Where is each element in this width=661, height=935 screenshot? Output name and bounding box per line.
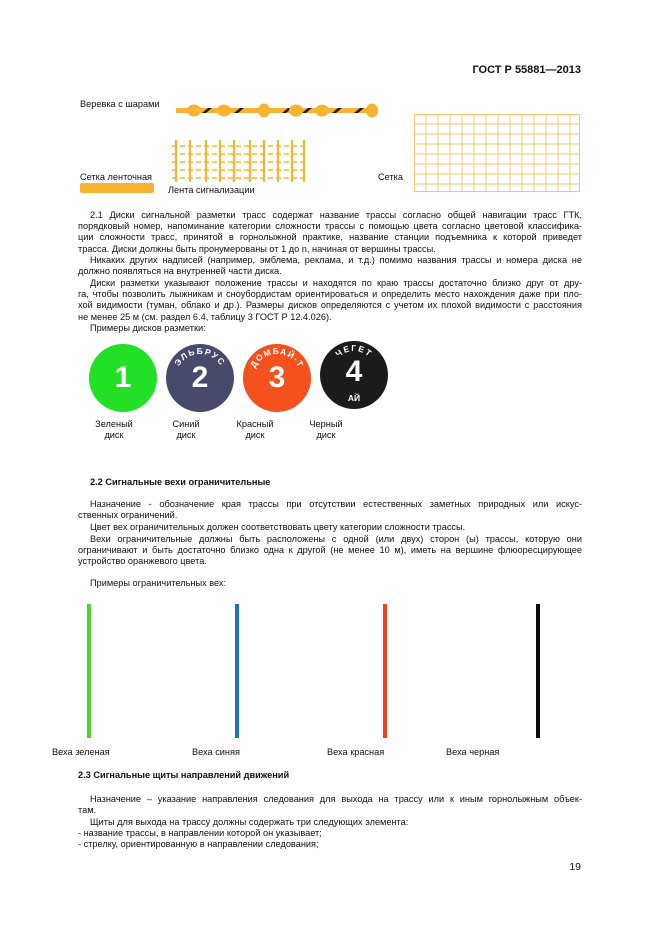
section-2-1-paragraph-3: Диски разметки указывают положение трассы и находятся по краю трассы достаточно близко друг от дру- га, чтобы позволить лыжникам и сноубордистам ориентироваться и определить место нахождения даже при пло- хой видимости (туман, облако и др.). Размеры дисков определяются с учетом их плохой видимости с расстояния не менее 25 м (см. раздел 6.4, таблицу 3 ГОСТ Р 12.4.026). <box>78 278 582 322</box>
net-image <box>414 114 580 192</box>
green-pole <box>87 604 91 738</box>
disc-number: 1 <box>114 361 132 394</box>
caption-line: Черный <box>309 419 343 429</box>
section-2-2-paragraph-2: Цвет вех ограничительных должен соответствовать цвету категории сложности трассы. <box>90 522 466 532</box>
section-2-3-paragraph-2: Щиты для выхода на трассу должны содержать три следующих элемента: - название трассы, в направлении которой он указывает; - стрелку, ориентированную в направлении следования; <box>78 817 409 850</box>
black-disc-caption <box>298 419 354 441</box>
disc-top-text-path: ЧЕГЕТ <box>333 342 375 359</box>
red-pole <box>383 604 387 738</box>
disc-top-text-path: ЭЛЬБРУС <box>172 345 228 368</box>
red-disc-caption <box>227 419 283 441</box>
section-2-1-paragraph-2: Никаких других надписей (например, эмблема, реклама, и т.д.) помимо названия трассы и номера диска не должно появляться на внутренней части диска. <box>78 255 582 277</box>
green-disc-caption <box>86 419 142 441</box>
black-pole <box>536 604 540 738</box>
caption-line: диск <box>316 430 336 440</box>
disc-top-text-path: ДОМБАЙ-Т <box>247 345 307 370</box>
tape-net-label: Сетка ленточная <box>80 172 153 182</box>
section-2-1-paragraph-1: 2.1 Диски сигнальной разметки трасс содержат название трассы согласно общей навигации трасс ГТК, порядковый номер, напоминание категории сложности трассы с помощью цвета согласно цветовой классифика- ции сложности трасс, принятой в горнолыжной практике, название станции подъемника к которой приведет трасса. Диски должны быть пронумерованы от 1 до n, начиная от вершины трассы. <box>78 210 582 254</box>
caption-line: диск <box>176 430 196 440</box>
caption-line: диск <box>104 430 124 440</box>
disc-bottom-text: АЙ <box>347 393 361 403</box>
rope-label: Веревка с шарами <box>80 99 160 109</box>
blue-pole-label: Веха синяя <box>192 747 240 757</box>
document-code: ГОСТ Р 55881—2013 <box>472 64 581 76</box>
green-pole-label: Веха зеленая <box>52 747 110 757</box>
net-label: Сетка <box>378 172 403 182</box>
caption-line: диск <box>245 430 265 440</box>
black-disc <box>320 341 388 409</box>
section-2-3-paragraph-1: Назначение – указание направления следования для выхода на трассу или к иным горнолыжным объек- там. <box>78 794 582 816</box>
signal-tape-image <box>80 183 154 193</box>
disc-number: 3 <box>268 361 286 394</box>
rope-with-balls-image <box>176 100 378 122</box>
poles-examples-label: Примеры ограничительных вех: <box>90 578 227 588</box>
caption-line: Зеленый <box>95 419 133 429</box>
blue-disc <box>166 344 234 412</box>
blue-disc-caption <box>158 419 214 441</box>
discs-examples-label: Примеры дисков разметки: <box>90 323 206 333</box>
signal-tape-label: Лента сигнализации <box>168 185 255 195</box>
page-number: 19 <box>569 861 581 873</box>
red-disc <box>243 344 311 412</box>
caption-line: Синий <box>172 419 200 429</box>
section-2-2-title: 2.2 Сигнальные вехи ограничительные <box>90 477 271 487</box>
tape-net-image <box>172 140 306 182</box>
section-2-3-title: 2.3 Сигнальные щиты направлений движений <box>78 770 290 780</box>
disc-number: 2 <box>191 361 209 394</box>
black-pole-label: Веха черная <box>446 747 500 757</box>
section-2-2-paragraph-1: Назначение - обозначение края трассы при отсутствии естественных заметных природных или искус- ственных ограничений. <box>78 499 582 521</box>
blue-pole <box>235 604 239 738</box>
caption-line: Красный <box>236 419 274 429</box>
red-pole-label: Веха красная <box>327 747 385 757</box>
green-disc <box>89 344 157 412</box>
disc-number: 4 <box>345 355 363 388</box>
section-2-2-paragraph-3: Вехи ограничительные должны быть расположены с одной (или двух) сторон (ы) трассы, которую они ограничивают и быть достаточно близко одна к другой (не менее 10 м), иметь на вершине флюоресцирующее устройство оранжевого цвета. <box>78 534 582 567</box>
